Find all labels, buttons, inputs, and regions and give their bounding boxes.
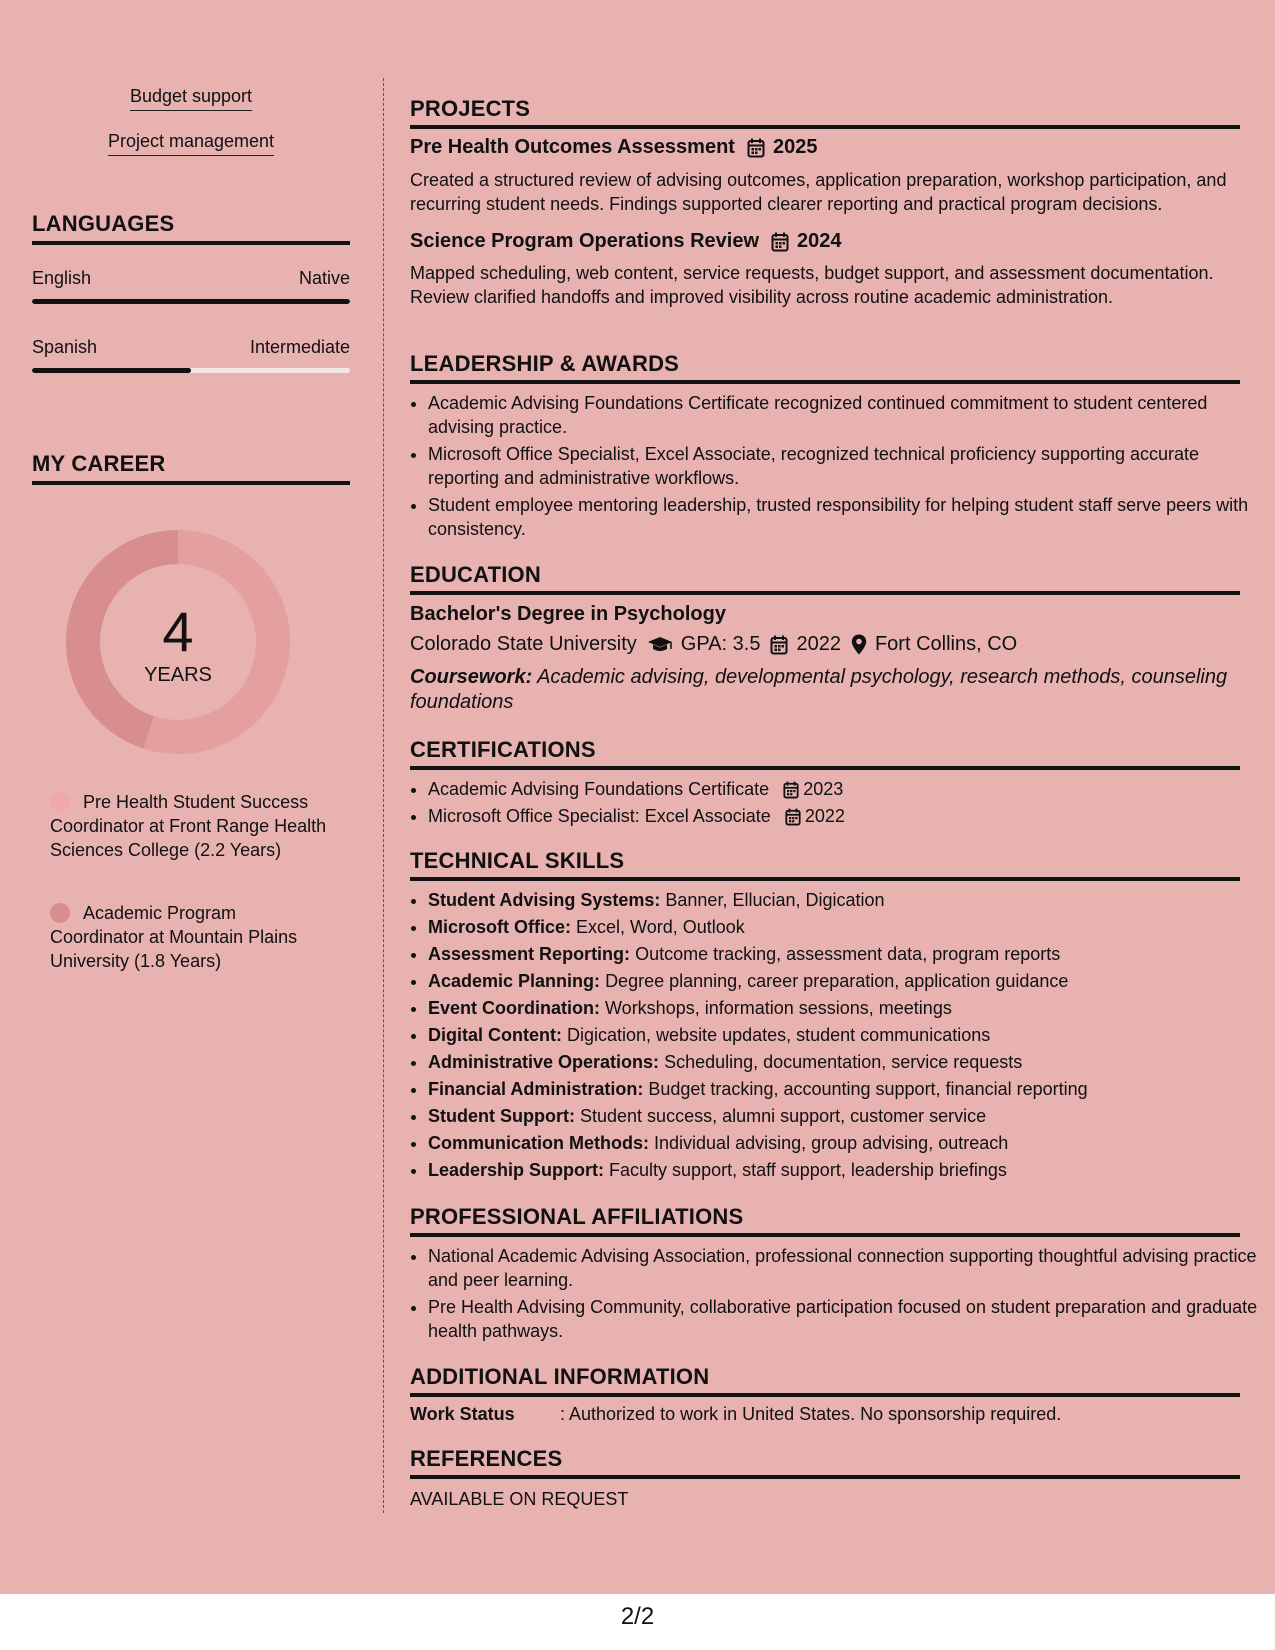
skill-tag <box>32 86 350 107</box>
education-school: Colorado State University <box>410 633 637 655</box>
list-item <box>428 941 1258 968</box>
additional-info-heading: ADDITIONAL INFORMATION <box>410 1364 1240 1397</box>
skill-value: Budget tracking, accounting support, financial reporting <box>648 1079 1088 1099</box>
education-location <box>851 633 1017 656</box>
skill-value: Student success, alumni support, customer service <box>580 1106 987 1126</box>
certifications-list <box>410 776 1258 830</box>
education-heading: EDUCATION <box>410 562 1240 595</box>
education-location-value: Fort Collins, CO <box>874 633 1018 655</box>
list-item <box>428 995 1258 1022</box>
legend-dot <box>50 792 70 812</box>
education-year-value: 2022 <box>796 633 841 655</box>
list-item <box>428 1157 1258 1184</box>
skill-label: Student Support: <box>428 1106 575 1126</box>
list-item <box>428 1130 1258 1157</box>
affiliations-list <box>410 1244 1258 1346</box>
project-title <box>410 230 842 253</box>
certification-year: 2022 <box>804 806 845 826</box>
education-coursework <box>410 665 1240 715</box>
legend-dot <box>50 903 70 923</box>
work-status-value: : Authorized to work in United States. No sponsorship required. <box>560 1404 1062 1424</box>
project-title <box>410 136 817 159</box>
skill-value: Banner, Ellucian, Digication <box>665 890 885 910</box>
skill-value: Degree planning, career preparation, application guidance <box>605 971 1069 991</box>
language-proficiency-bar <box>32 299 350 304</box>
certification-name: • Academic Advising Foundations Certificate <box>428 779 770 799</box>
leadership-list <box>410 391 1258 544</box>
list-item: • Pre Health Advising Community, collaborative participation focused on student preparation and graduate health pathways. <box>428 1295 1258 1343</box>
list-item: • Microsoft Office Specialist, Excel Associate, recognized technical proficiency supporting accurate reporting and administrative workflows. <box>428 442 1258 490</box>
column-divider <box>383 78 384 1513</box>
leadership-heading: LEADERSHIP & AWARDS <box>410 351 1240 384</box>
projects-heading: PROJECTS <box>410 96 1240 129</box>
career-legend-text: Pre Health Student Success Coordinator at Front Range Health Sciences College (2.2 Years) <box>50 792 327 860</box>
career-total-unit: YEARS <box>144 664 212 686</box>
graduation-cap-icon <box>647 633 673 656</box>
calendar-icon <box>770 633 788 656</box>
language-row <box>32 268 350 289</box>
career-legend-item <box>50 901 330 973</box>
skill-tag-label: Project management <box>108 131 274 156</box>
list-item: • Academic Advising Foundations Certificate recognized continued commitment to student centered advising practice. <box>428 391 1258 439</box>
list-item <box>428 1103 1258 1130</box>
language-row <box>32 337 350 358</box>
career-legend-text: Academic Program Coordinator at Mountain Plains University (1.8 Years) <box>50 903 298 971</box>
list-item: • Student employee mentoring leadership, trusted responsibility for helping student staff serve peers with consistency. <box>428 493 1258 541</box>
project-date <box>771 230 842 253</box>
career-heading: MY CAREER <box>32 451 350 485</box>
skill-label: Academic Planning: <box>428 971 601 991</box>
calendar-icon <box>747 136 765 159</box>
technical-skills-heading: TECHNICAL SKILLS <box>410 848 1240 881</box>
language-proficiency-fill <box>32 299 350 304</box>
work-status-label: Work Status <box>410 1404 515 1424</box>
skill-label: Microsoft Office: <box>428 917 572 937</box>
skill-label: Event Coordination: <box>428 998 600 1018</box>
skill-label: Student Advising Systems: <box>428 890 661 910</box>
skill-value: Scheduling, documentation, service requests <box>664 1052 1023 1072</box>
language-level: Intermediate <box>249 337 350 357</box>
calendar-icon <box>771 230 789 253</box>
education-gpa <box>647 633 761 656</box>
skill-label: Communication Methods: <box>428 1133 649 1153</box>
education-degree: Bachelor's Degree in Psychology <box>410 603 726 625</box>
certification-year: 2023 <box>803 779 844 799</box>
skill-value: Faculty support, staff support, leadership briefings <box>609 1160 1007 1180</box>
affiliations-heading: PROFESSIONAL AFFILIATIONS <box>410 1204 1240 1237</box>
skill-label: Administrative Operations: <box>428 1052 660 1072</box>
project-year: 2024 <box>797 230 842 252</box>
technical-skills-list <box>410 887 1258 1184</box>
skill-label: Digital Content: <box>428 1025 562 1045</box>
career-legend-item <box>50 790 330 862</box>
list-item <box>428 968 1258 995</box>
list-item <box>428 1076 1258 1103</box>
skill-value: Excel, Word, Outlook <box>576 917 745 937</box>
project-name: Science Program Operations Review <box>410 230 760 252</box>
language-name: Spanish <box>32 337 98 357</box>
language-proficiency-bar <box>32 368 350 373</box>
certifications-heading: CERTIFICATIONS <box>410 737 1240 770</box>
education-gpa-value: GPA: 3.5 <box>680 633 761 655</box>
language-level: Native <box>298 268 350 288</box>
map-pin-icon <box>851 633 867 656</box>
calendar-icon <box>783 776 799 803</box>
project-date <box>747 136 818 159</box>
project-description: Mapped scheduling, web content, service requests, budget support, and assessment documentation. Review clarified handoffs and improved visibility across routine academic administration. <box>410 263 1214 307</box>
skill-label: Leadership Support: <box>428 1160 605 1180</box>
references-heading: REFERENCES <box>410 1446 1240 1479</box>
list-item <box>428 1022 1258 1049</box>
skill-label: Financial Administration: <box>428 1079 644 1099</box>
coursework-value: Academic advising, developmental psychology, research methods, counseling foundations <box>410 666 1228 713</box>
skill-value: Individual advising, group advising, outreach <box>654 1133 1009 1153</box>
skill-value: Workshops, information sessions, meetings <box>605 998 952 1018</box>
skill-label: Assessment Reporting: <box>428 944 631 964</box>
list-item: • National Academic Advising Association, professional connection supporting thoughtful advising practice and peer learning. <box>428 1244 1258 1292</box>
project-name: Pre Health Outcomes Assessment <box>410 136 735 158</box>
language-name: English <box>32 268 92 288</box>
list-item <box>428 914 1258 941</box>
education-year <box>770 633 841 656</box>
education-details <box>410 633 1017 656</box>
project-year: 2025 <box>772 136 818 158</box>
calendar-icon <box>785 803 801 830</box>
skill-value: Outcome tracking, assessment data, program reports <box>635 944 1061 964</box>
skill-tag-label: Budget support <box>130 86 252 111</box>
references-text: AVAILABLE ON REQUEST <box>410 1489 629 1509</box>
page-indicator: 2/2 <box>620 1603 655 1630</box>
languages-heading: LANGUAGES <box>32 211 350 245</box>
career-total-years: 4 <box>162 600 194 663</box>
coursework-label: Coursework: <box>410 666 533 688</box>
skill-tag <box>32 131 350 152</box>
list-item <box>428 803 1258 830</box>
list-item <box>428 1049 1258 1076</box>
project-description: Created a structured review of advising outcomes, application preparation, workshop participation, and recurring student needs. Findings supported clearer reporting and practical program decisions. <box>410 170 1227 214</box>
skill-value: Digication, website updates, student communications <box>567 1025 991 1045</box>
list-item <box>428 887 1258 914</box>
career-donut <box>66 530 290 754</box>
list-item <box>428 776 1258 803</box>
certification-name: • Microsoft Office Specialist: Excel Associate <box>428 806 771 826</box>
language-proficiency-fill <box>32 368 191 373</box>
work-status-row <box>410 1404 1061 1425</box>
